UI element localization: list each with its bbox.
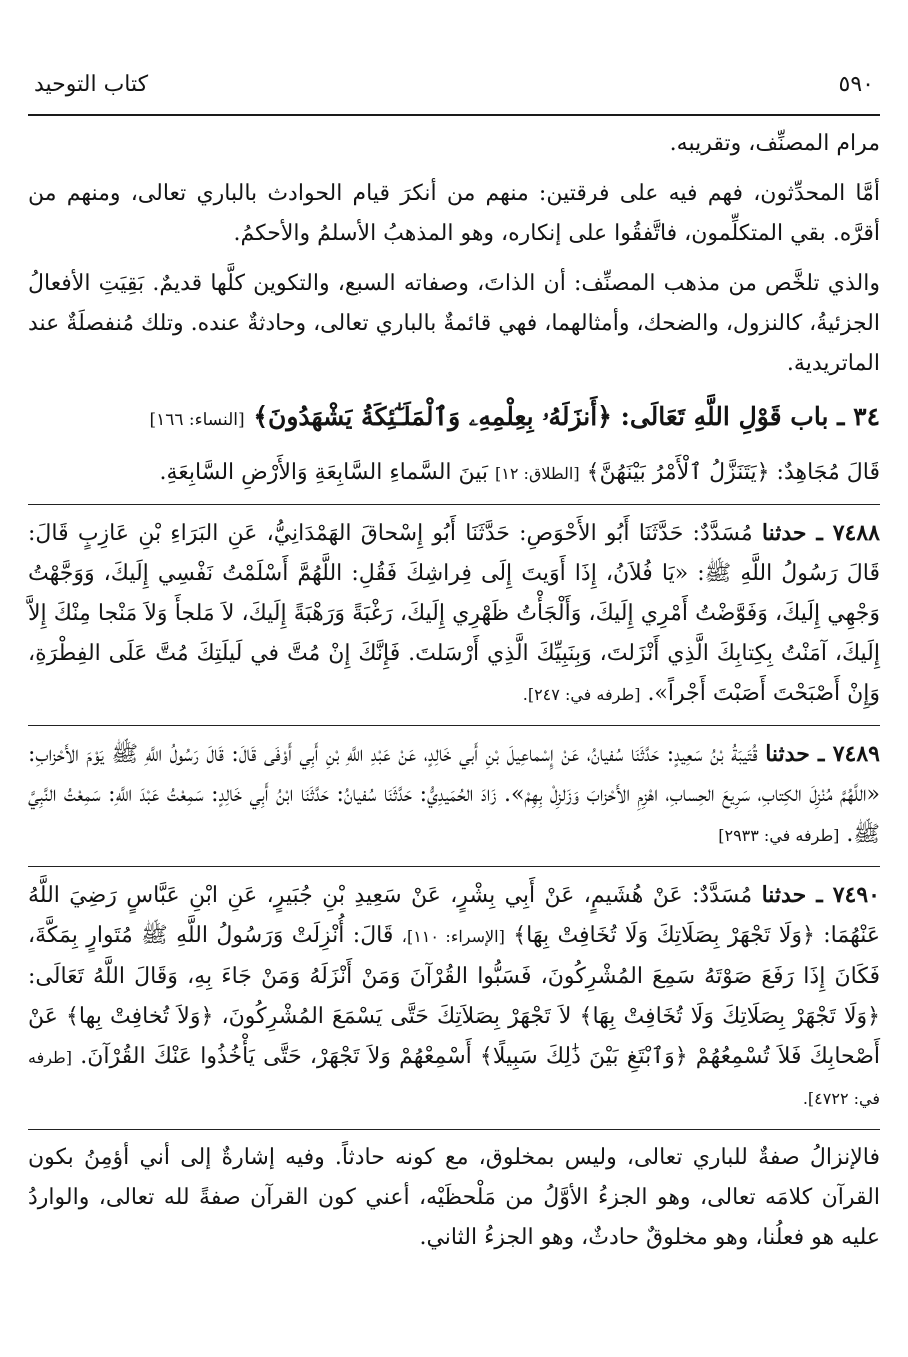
hadith-7488-reference: [طرفه في: ٢٤٧]. [522,685,641,704]
section-divider-2 [28,725,880,726]
section-divider-1 [28,504,880,505]
hadith-7490-reference: [طرفه في: ٤٧٢٢]. [28,1048,880,1108]
hadith-7488 [28,513,880,715]
book-page [28,60,880,1340]
section-divider-3 [28,866,880,867]
commentary-paragraph-1: مرام المصنِّف، وتقريبه. [669,131,880,156]
mujahid-verse-reference: [الطلاق: ١٢] [495,464,580,483]
hadith-7490-quran-verse-2: ﴿ وَلَا تَجْهَرْ بِصَلَاتِكَ وَلَا تُخَافِتْ بِهَا ﴾ [580,1004,880,1029]
chapter-title: ٣٤ ـ باب قَوْلِ اللَّهِ تَعَالَى: [620,402,880,431]
book-title: كتاب التوحيد [34,72,149,97]
hadith-7490-verse-reference: [الإسراء: ١١٠]، [401,927,505,946]
hadith-7490-number: ٧٤٩٠ ـ حدثنا [761,882,880,908]
mujahid-rest: بَينَ السَّماءِ السَّابِعَةِ وَالأَرْضِ السَّابِعَةِ. [159,460,489,485]
hadith-7489-text: قُتَيبَةُ بْنُ سَعِيدٍ: حَدَّثَنَا سُفيانُ، عَنْ إِسْماعِيلَ بْنِ أَبي خَالِدٍ، عَنْ عَبْدِ اللَّهِ بْنِ أَبِي أَوْفَى قَالَ: قَالَ رَسُولُ اللَّهِ ﷺ يَوْمَ الأَحْزابِ: «اللَّهُمَّ مُنْزِلَ الكِتابِ، سَرِيعَ الحِسابِ، اهْزِمِ الأَحْزابَ وَزَلزِلْ بِهِمْ». زَادَ الحُمَيدِيُّ: حَدَّثَنَا سُفيانُ: حَدَّثَنَا ابْنُ أَبِي خَالِدٍ: سَمِعْتُ عَبْدَ اللَّهِ: سَمِعْتُ النَّبِيَّ ﷺ. [28,742,880,847]
section-divider-4 [28,1129,880,1130]
chapter-heading [28,394,880,443]
hadith-7489-number: ٧٤٨٩ ـ حدثنا [765,741,880,767]
hadith-7488-number: ٧٤٨٨ ـ حدثنا [761,520,880,546]
page-number: ٥٩٠ [838,72,874,97]
hadith-7490-text-c: لاَ تَجْهَرْ بِصَلاَتِكَ حَتَّى يَسْمَعَ المُشْرِكُونَ، [221,1004,572,1029]
hadith-7488-text: مُسَدَّدٌ: حَدَّثَنَا أَبُو الأَحْوَصِ: حَدَّثَنَا أَبُو إِسْحاقَ الهَمْدَانِيُّ، عَنِ البَرَاءِ بْنِ عَازِبٍ قَالَ: قَالَ رَسُولُ اللَّهِ ﷺ: «يَا فُلاَنُ، إِذَا أَوَيتَ إِلَى فِراشِكَ فَقُلِ: اللَّهُمَّ أَسْلَمْتُ نَفْسِي إِلَيكَ، وَوَجَّهْتُ وَجْهِي إِلَيكَ، وَفَوَّضْتُ أَمْرِي إِلَيكَ، وَأَلْجَأْتُ ظَهْرِي إِلَيكَ، رَغْبَةً وَرَهْبَةً إِلَيكَ، لاَ مَلجأَ وَلاَ مَنْجا مِنْكَ إِلاَّ إِلَيكَ، آمَنْتُ بِكِتابِكَ الَّذِي أَنْزَلتَ، وَبِنَبِيِّكَ الَّذِي أَرْسَلتَ. فَإِنَّكَ إِنْ مُتَّ في لَيلَتِكَ مُتَّ عَلَى الفِطْرَةِ، وَإِنْ أَصْبَحْتَ أَصَبْتَ أَجْراً». [28,521,880,706]
mujahid-quran-verse: ﴿ يَتَنَزَّلُ ٱلْأَمْرُ بَيْنَهُنَّ ﴾ [587,460,770,485]
header-rule [28,114,880,116]
commentary-paragraph-3: والذي تلخَّص من مذهب المصنِّف: أن الذاتَ، وصفاته السبع، والتكوين كلَّها قديمٌ. بَقِيَتِ الأفعالُ الجزئيةُ، كالنزول، والضحك، وأمثالهما، فهي قائمةٌ بالباري تعالى، وحادثةٌ عنده. وتلك مُنفصلَةٌ عند الماتريدية. [28,271,880,376]
chapter-quran-verse: ﴿ أَنزَلَهُۥ بِعِلْمِهِۦ وَٱلْمَلَـٰٓئِكَةُ يَشْهَدُونَ ﴾ [253,402,612,431]
commentary-paragraph-2: أمَّا المحدِّثون، فهم فيه على فرقتين: منهم من أنكرَ قيام الحوادث بالباري تعالى، ومنهم من أقرَّه. بقي المتكلِّمون، فاتَّفقُوا على إنكاره، وهو المذهبُ الأسلمُ والأحكمُ. [28,181,880,246]
hadith-7490 [28,875,880,1119]
hadith-7490-text-d: عَنْ أَصْحابِكَ فَلاَ تُسْمِعُهُمْ [28,1004,881,1069]
commentary-paragraph-final: فالإنزالُ صفةٌ للباري تعالى، وليس بمخلوق، مع كونه حادثاً. وفيه إشارةٌ إلى أني أؤمِنُ بكون القرآن كلامَه تعالى، وهو الجزءُ الأوَّلُ من مَلْحظَيْه، أعني كون القرآن صفةً لله تعالى، والواردُ عليه هو فعلُنا، وهو مخلوقٌ حادثٌ، وهو الجزءُ الثاني. [28,1145,880,1250]
hadith-7490-text-e: أَسْمِعْهُمْ وَلاَ تَجْهَرْ، حَتَّى يَأْخُذُوا عَنْكَ القُرْآنَ. [80,1044,472,1069]
hadith-7489-reference: [طرفه في: ٢٩٣٣] [718,826,840,845]
page-header [28,60,880,116]
mujahid-intro: قَالَ مُجَاهِدٌ: [776,460,880,485]
hadith-7490-quran-verse-3: ﴿ وَلاَ تُخافِتْ بِها ﴾ [66,1004,213,1029]
chapter-verse-reference: [النساء: ١٦٦] [149,410,245,430]
hadith-7490-quran-verse-1: ﴿ وَلَا تَجْهَرْ بِصَلَاتِكَ وَلَا تُخَافِتْ بِهَا ﴾ [513,923,815,948]
mujahid-note [28,453,880,494]
page-body [28,124,880,1258]
hadith-7490-quran-verse-4: ﴿ وَٱبْتَغِ بَيْنَ ذَٰلِكَ سَبِيلًا ﴾ [480,1044,688,1069]
hadith-7489 [28,734,880,856]
hadith-7490-text-a: مُسَدَّدٌ: عَنْ هُشَيمٍ، عَنْ أَبِي بِشْرٍ، عَنْ سَعِيدِ بْنِ جُبَيرٍ، عَنِ ابْنِ عَبَّاسٍ رَضِيَ اللَّهُ عَنْهُمَا: [28,883,881,948]
hadith-7490-text-b: قَالَ: أُنْزِلَتْ وَرَسُولُ اللَّهِ ﷺ مُتَوارٍ بِمَكَّةَ، فَكَانَ إِذَا رَفَعَ صَوْتَهُ سَمِعَ المُشْرِكُونَ، فَسَبُّوا القُرْآنَ وَمَنْ أَنْزَلَهُ وَمَنْ جَاءَ بِهِ، وَقَالَ اللَّهُ تَعَالَى: [28,923,880,989]
